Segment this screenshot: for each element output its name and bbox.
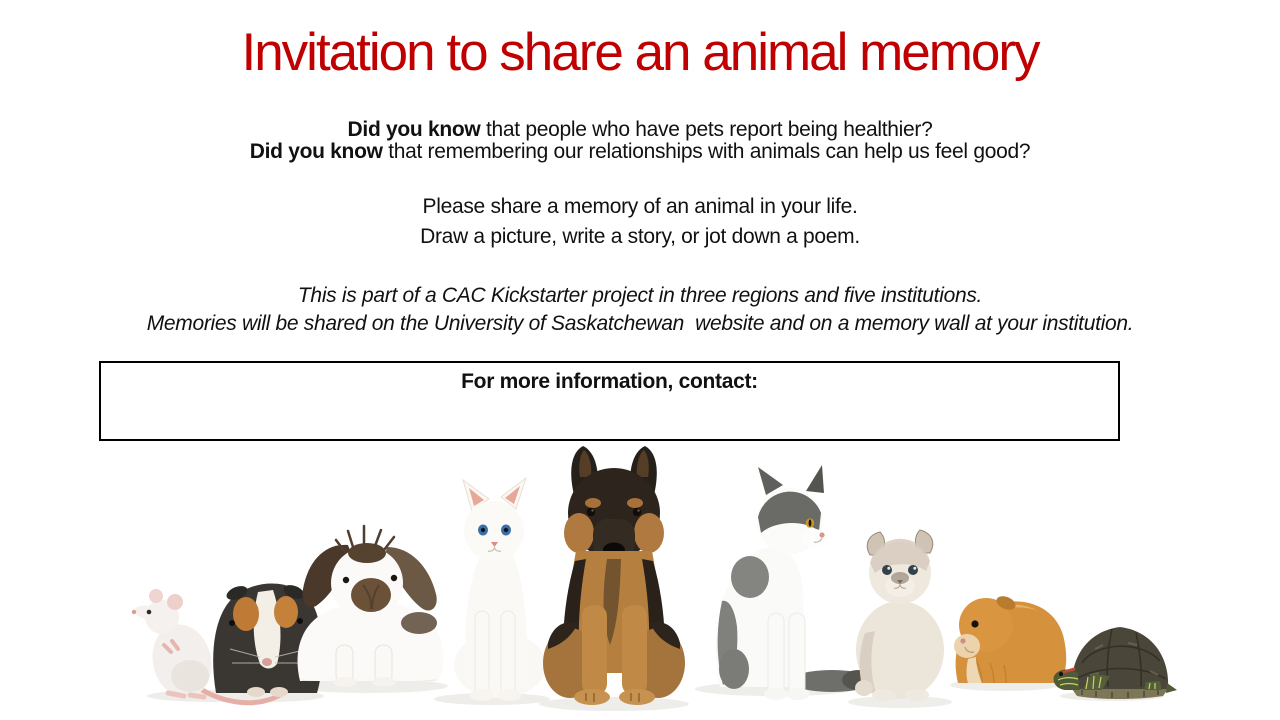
- invitation-block: [0, 192, 1280, 252]
- intro-line-1-bold: Did you know: [347, 118, 481, 141]
- project-note-line-2: Memories will be shared on the University of Saskatchewan website and on a memory wall at your institution.: [146, 312, 1134, 335]
- german-shepherd-puppy-image: [543, 446, 685, 705]
- intro-line-2-rest: that remembering our relationships with animals can help us feel good?: [382, 140, 1031, 163]
- lop-rabbit-image: [298, 526, 444, 687]
- gray-white-cat-image: [716, 465, 874, 700]
- white-cat-image: [454, 478, 546, 701]
- invitation-line-2: Draw a picture, write a story, or jot down a poem.: [420, 225, 860, 248]
- slide-title: Invitation to share an animal memory: [241, 23, 1039, 82]
- cream-kitten-image: [855, 530, 944, 701]
- project-note-block: [0, 282, 1280, 338]
- invitation-line-1: Please share a memory of an animal in your life.: [422, 195, 858, 218]
- intro-line-2-bold: Did you know: [249, 140, 383, 163]
- contact-box-heading: For more information, contact:: [461, 370, 758, 393]
- intro-block: [0, 119, 1280, 163]
- intro-line-1-rest: that people who have pets report being healthier?: [480, 118, 933, 141]
- project-note-line-1: This is part of a CAC Kickstarter project in three regions and five institutions.: [297, 284, 983, 307]
- contact-box: [99, 361, 1120, 441]
- intro-line-1: [0, 119, 1280, 141]
- orange-guinea-pig-image: [954, 594, 1066, 683]
- animal-row-image: [120, 443, 1180, 715]
- intro-line-2: [0, 141, 1280, 163]
- red-eared-slider-turtle-image: [1054, 627, 1177, 699]
